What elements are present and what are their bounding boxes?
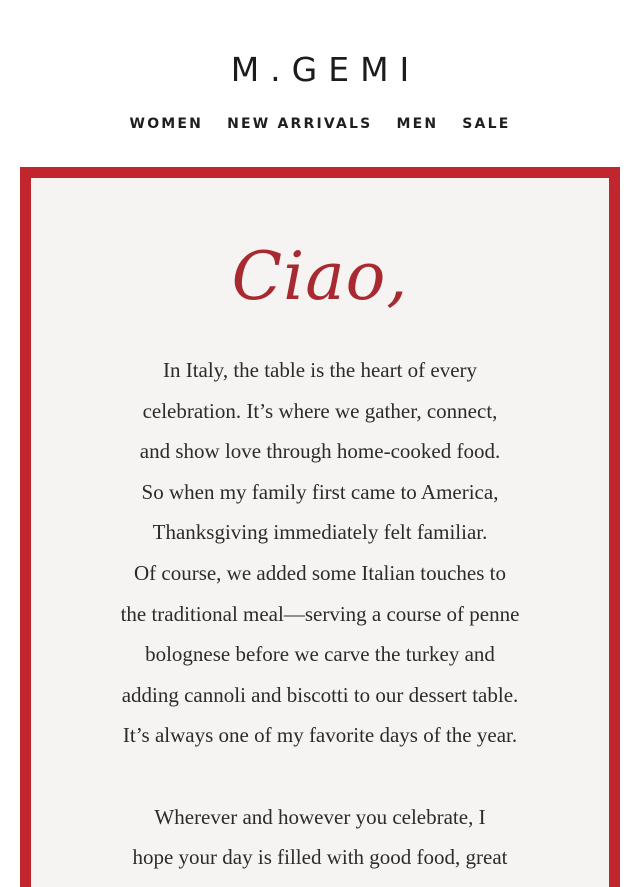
letter-line: celebration. It’s where we gather, connect, [142, 398, 498, 423]
letter-line: the traditional meal—serving a course of penne [120, 601, 520, 626]
letter-line: adding cannoli and biscotti to our dessert table. [121, 682, 519, 707]
letter-card [31, 178, 609, 887]
main-nav [0, 114, 640, 134]
nav-item-sale[interactable]: SALE [462, 116, 511, 132]
greeting-heading: Ciao, [231, 238, 409, 315]
letter-line: bolognese before we carve the turkey and [145, 642, 495, 667]
letter-line: It’s always one of my favorite days of the year. [122, 723, 518, 748]
email-header [0, 0, 640, 160]
nav-item-new-arrivals[interactable]: NEW ARRIVALS [227, 116, 373, 132]
nav-item-women[interactable]: WOMEN [129, 116, 204, 132]
letter-line: Wherever and however you celebrate, I [154, 804, 486, 829]
paragraph-spacer [31, 756, 609, 797]
letter-line: Thanksgiving immediately felt familiar. [152, 520, 488, 545]
letter-line: and show love through home-cooked food. [139, 439, 501, 464]
letter-line: Of course, we added some Italian touches to [133, 560, 507, 585]
letter-line: So when my family first came to America, [141, 479, 499, 504]
letter-body [31, 350, 609, 878]
brand-logo[interactable]: M.GEMI [230, 50, 421, 89]
letter-line: hope your day is filled with good food, great [132, 845, 508, 870]
letter-frame [20, 167, 620, 887]
letter-line: In Italy, the table is the heart of every [162, 358, 478, 382]
nav-item-men[interactable]: MEN [396, 116, 439, 132]
